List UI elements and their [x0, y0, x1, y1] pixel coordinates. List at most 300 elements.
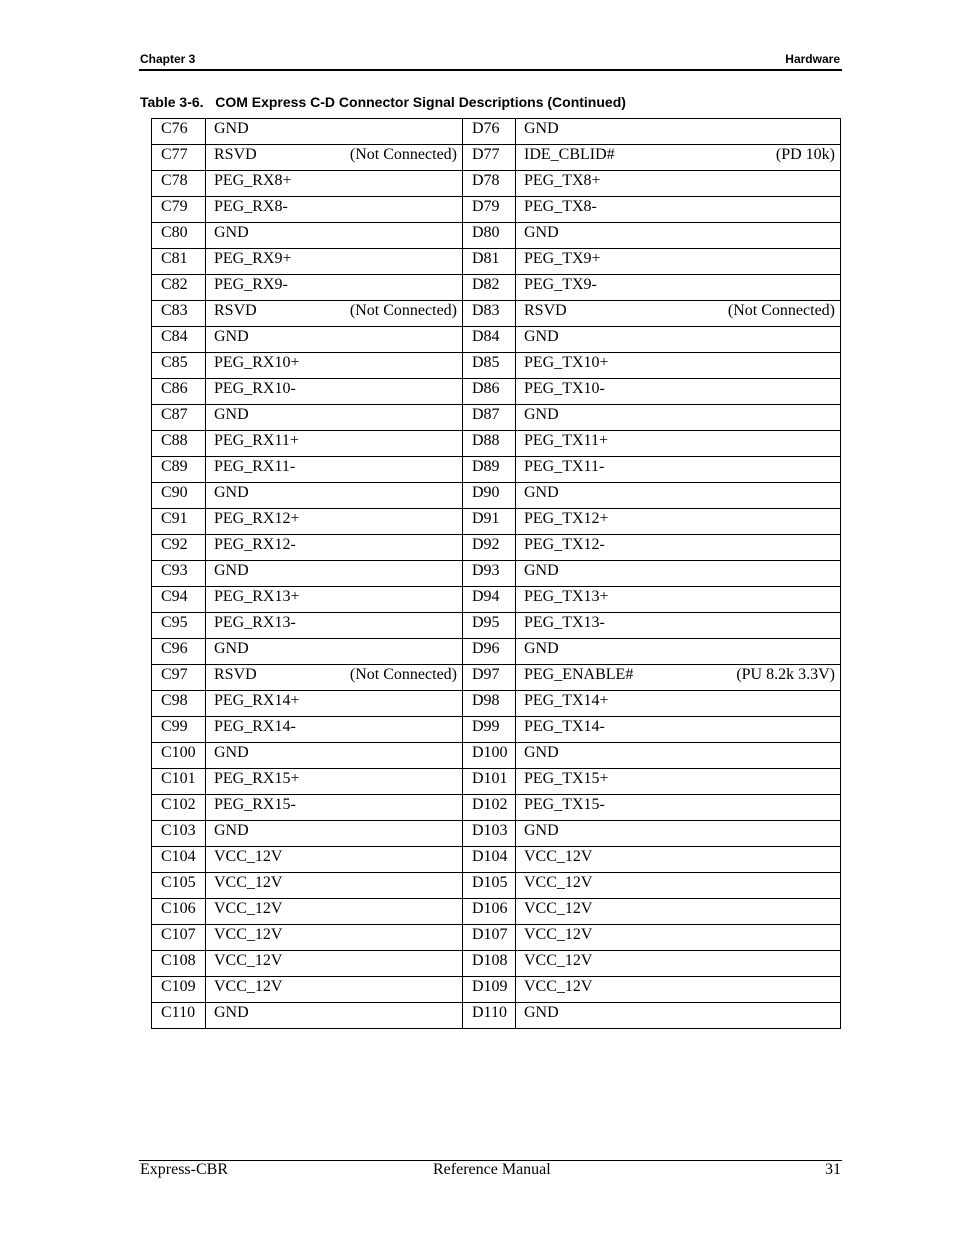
cell-text: D97 [472, 666, 500, 683]
cell-text: C99 [161, 718, 188, 735]
cell-text: PEG_TX15- [524, 796, 605, 813]
d-pin-cell [463, 873, 516, 899]
d-signal-cell [516, 795, 841, 821]
c-signal-cell [206, 301, 463, 327]
c-pin-cell [152, 665, 206, 691]
c-signal-cell [206, 899, 463, 925]
cell-text: VCC_12V [524, 978, 593, 995]
cell-text: D76 [472, 120, 500, 137]
d-signal-cell [516, 379, 841, 405]
d-signal-cell [516, 275, 841, 301]
cell-text: C79 [161, 198, 188, 215]
c-pin-cell [152, 353, 206, 379]
cell-text: GND [524, 640, 559, 657]
cell-text: D82 [472, 276, 500, 293]
cell-text: VCC_12V [524, 952, 593, 969]
cell-text: D99 [472, 718, 500, 735]
cell-text: PEG_TX12+ [524, 510, 609, 527]
d-signal-cell [516, 509, 841, 535]
cell-text: PEG_RX10- [214, 380, 296, 397]
signal-note: (PD 10k) [775, 146, 835, 163]
cell-text: PEG_RX12- [214, 536, 296, 553]
cell-text: C106 [161, 900, 196, 917]
c-pin-cell [152, 301, 206, 327]
c-pin-cell [152, 145, 206, 171]
d-signal-cell [516, 613, 841, 639]
signal-note: (Not Connected) [349, 146, 457, 163]
cell-text: VCC_12V [524, 900, 593, 917]
cell-text: GND [524, 744, 559, 761]
footer-product: Express-CBR [140, 1161, 228, 1178]
cell-text: VCC_12V [524, 926, 593, 943]
d-pin-cell [463, 119, 516, 145]
table-row [152, 535, 841, 561]
table-row [152, 613, 841, 639]
cell-text: C109 [161, 978, 196, 995]
d-pin-cell [463, 379, 516, 405]
cell-text: PEG_RX14+ [214, 692, 300, 709]
cell-text: GND [214, 224, 249, 241]
d-pin-cell [463, 509, 516, 535]
c-signal-cell [206, 639, 463, 665]
c-pin-cell [152, 379, 206, 405]
c-pin-cell [152, 223, 206, 249]
cell-text: VCC_12V [524, 848, 593, 865]
d-pin-cell [463, 535, 516, 561]
cell-text: C76 [161, 120, 188, 137]
cell-text: PEG_RX13+ [214, 588, 300, 605]
footer-document: Reference Manual [433, 1161, 551, 1178]
cell-text: GND [524, 120, 559, 137]
table-row [152, 873, 841, 899]
cell-text: C110 [161, 1004, 196, 1021]
d-signal-cell [516, 873, 841, 899]
cell-text: GND [214, 744, 249, 761]
cell-text: PEG_TX11+ [524, 432, 608, 449]
cell-text: D79 [472, 198, 500, 215]
cell-text: PEG_RX12+ [214, 510, 300, 527]
table-row [152, 223, 841, 249]
page-header [139, 52, 842, 71]
table-row [152, 171, 841, 197]
cell-text: D78 [472, 172, 500, 189]
cell-text: RSVD [214, 146, 257, 163]
c-signal-cell [206, 821, 463, 847]
cell-text: GND [214, 822, 249, 839]
d-signal-cell [516, 249, 841, 275]
cell-text: D87 [472, 406, 500, 423]
d-pin-cell [463, 717, 516, 743]
d-pin-cell [463, 769, 516, 795]
cell-text: C87 [161, 406, 188, 423]
c-pin-cell [152, 691, 206, 717]
c-pin-cell [152, 457, 206, 483]
cell-text: C93 [161, 562, 188, 579]
cell-text: C94 [161, 588, 188, 605]
cell-text: PEG_TX10+ [524, 354, 609, 371]
cell-text: C86 [161, 380, 188, 397]
d-pin-cell [463, 145, 516, 171]
c-pin-cell [152, 899, 206, 925]
cell-text: C90 [161, 484, 188, 501]
signal-table [151, 118, 841, 1029]
cell-text: IDE_CBLID# [524, 146, 615, 163]
c-pin-cell [152, 925, 206, 951]
table-row [152, 197, 841, 223]
c-pin-cell [152, 431, 206, 457]
table-row [152, 743, 841, 769]
cell-text: GND [524, 822, 559, 839]
table-row [152, 1003, 841, 1029]
c-pin-cell [152, 795, 206, 821]
cell-text: D94 [472, 588, 500, 605]
table-row [152, 899, 841, 925]
cell-text: VCC_12V [524, 874, 593, 891]
d-signal-cell [516, 743, 841, 769]
d-pin-cell [463, 691, 516, 717]
d-pin-cell [463, 327, 516, 353]
d-signal-cell [516, 327, 841, 353]
c-signal-cell [206, 145, 463, 171]
d-signal-cell [516, 561, 841, 587]
table-row [152, 587, 841, 613]
d-pin-cell [463, 899, 516, 925]
table-row [152, 327, 841, 353]
cell-text: GND [214, 640, 249, 657]
cell-text: GND [214, 406, 249, 423]
c-signal-cell [206, 665, 463, 691]
table-row [152, 483, 841, 509]
table-row [152, 249, 841, 275]
signal-note: (Not Connected) [727, 302, 835, 319]
d-signal-cell [516, 119, 841, 145]
cell-text: D106 [472, 900, 508, 917]
c-signal-cell [206, 197, 463, 223]
d-signal-cell [516, 535, 841, 561]
cell-text: D108 [472, 952, 508, 969]
c-pin-cell [152, 483, 206, 509]
c-pin-cell [152, 171, 206, 197]
table-row [152, 405, 841, 431]
cell-text: RSVD [524, 302, 567, 319]
cell-text: D100 [472, 744, 508, 761]
d-signal-cell [516, 405, 841, 431]
cell-text: D88 [472, 432, 500, 449]
d-signal-cell [516, 431, 841, 457]
d-pin-cell [463, 1003, 516, 1029]
c-signal-cell [206, 743, 463, 769]
cell-text: D84 [472, 328, 500, 345]
c-pin-cell [152, 613, 206, 639]
cell-text: D77 [472, 146, 500, 163]
d-pin-cell [463, 561, 516, 587]
d-signal-cell [516, 951, 841, 977]
c-pin-cell [152, 951, 206, 977]
d-pin-cell [463, 405, 516, 431]
c-signal-cell [206, 535, 463, 561]
cell-text: D85 [472, 354, 500, 371]
c-signal-cell [206, 691, 463, 717]
c-signal-cell [206, 925, 463, 951]
cell-text: D103 [472, 822, 508, 839]
c-pin-cell [152, 847, 206, 873]
table-row [152, 119, 841, 145]
c-signal-cell [206, 1003, 463, 1029]
cell-text: RSVD [214, 302, 257, 319]
d-pin-cell [463, 977, 516, 1003]
d-pin-cell [463, 223, 516, 249]
cell-text: C92 [161, 536, 188, 553]
cell-text: D90 [472, 484, 500, 501]
c-pin-cell [152, 197, 206, 223]
chapter-label: Chapter 3 [140, 52, 196, 66]
cell-text: C89 [161, 458, 188, 475]
cell-text: C96 [161, 640, 188, 657]
c-signal-cell [206, 509, 463, 535]
c-signal-cell [206, 613, 463, 639]
signal-note: (PU 8.2k 3.3V) [736, 666, 835, 683]
cell-text: C95 [161, 614, 188, 631]
d-signal-cell [516, 301, 841, 327]
c-signal-cell [206, 717, 463, 743]
c-pin-cell [152, 249, 206, 275]
table-row [152, 275, 841, 301]
cell-text: C91 [161, 510, 188, 527]
c-signal-cell [206, 873, 463, 899]
cell-text: PEG_TX15+ [524, 770, 609, 787]
d-pin-cell [463, 457, 516, 483]
c-signal-cell [206, 561, 463, 587]
table-row [152, 769, 841, 795]
d-signal-cell [516, 1003, 841, 1029]
cell-text: GND [524, 562, 559, 579]
cell-text: VCC_12V [214, 978, 283, 995]
d-signal-cell [516, 197, 841, 223]
d-signal-cell [516, 145, 841, 171]
table-row [152, 717, 841, 743]
cell-text: D102 [472, 796, 508, 813]
d-pin-cell [463, 587, 516, 613]
cell-text: PEG_RX15+ [214, 770, 300, 787]
d-pin-cell [463, 821, 516, 847]
table-row [152, 509, 841, 535]
cell-text: D110 [472, 1004, 507, 1021]
cell-text: D104 [472, 848, 508, 865]
cell-text: D83 [472, 302, 500, 319]
cell-text: PEG_TX8- [524, 198, 597, 215]
cell-text: C88 [161, 432, 188, 449]
table-row [152, 821, 841, 847]
cell-text: C85 [161, 354, 188, 371]
table-row [152, 951, 841, 977]
table-row [152, 561, 841, 587]
d-pin-cell [463, 951, 516, 977]
d-signal-cell [516, 223, 841, 249]
d-signal-cell [516, 171, 841, 197]
cell-text: D89 [472, 458, 500, 475]
cell-text: C102 [161, 796, 196, 813]
cell-text: GND [524, 224, 559, 241]
c-signal-cell [206, 795, 463, 821]
d-pin-cell [463, 431, 516, 457]
cell-text: GND [214, 484, 249, 501]
d-pin-cell [463, 665, 516, 691]
c-pin-cell [152, 561, 206, 587]
d-signal-cell [516, 483, 841, 509]
table-row [152, 379, 841, 405]
cell-text: PEG_RX11+ [214, 432, 299, 449]
cell-text: GND [214, 562, 249, 579]
cell-text: PEG_ENABLE# [524, 666, 634, 683]
cell-text: D92 [472, 536, 500, 553]
cell-text: C103 [161, 822, 196, 839]
d-pin-cell [463, 275, 516, 301]
cell-text: D98 [472, 692, 500, 709]
c-signal-cell [206, 769, 463, 795]
cell-text: VCC_12V [214, 874, 283, 891]
cell-text: C104 [161, 848, 196, 865]
d-signal-cell [516, 353, 841, 379]
d-pin-cell [463, 353, 516, 379]
d-signal-cell [516, 925, 841, 951]
c-signal-cell [206, 847, 463, 873]
d-signal-cell [516, 977, 841, 1003]
cell-text: C82 [161, 276, 188, 293]
cell-text: GND [524, 406, 559, 423]
c-pin-cell [152, 535, 206, 561]
d-signal-cell [516, 457, 841, 483]
cell-text: D91 [472, 510, 500, 527]
signal-table-body [152, 119, 841, 1029]
c-signal-cell [206, 223, 463, 249]
c-pin-cell [152, 873, 206, 899]
cell-text: C107 [161, 926, 196, 943]
c-pin-cell [152, 405, 206, 431]
cell-text: D105 [472, 874, 508, 891]
cell-text: D101 [472, 770, 508, 787]
d-signal-cell [516, 821, 841, 847]
cell-text: PEG_RX14- [214, 718, 296, 735]
c-signal-cell [206, 483, 463, 509]
table-row [152, 977, 841, 1003]
cell-text: PEG_TX14+ [524, 692, 609, 709]
cell-text: GND [524, 1004, 559, 1021]
c-pin-cell [152, 977, 206, 1003]
cell-text: D96 [472, 640, 500, 657]
cell-text: GND [214, 120, 249, 137]
cell-text: PEG_TX14- [524, 718, 605, 735]
cell-text: C84 [161, 328, 188, 345]
d-pin-cell [463, 613, 516, 639]
c-signal-cell [206, 431, 463, 457]
c-pin-cell [152, 821, 206, 847]
d-pin-cell [463, 197, 516, 223]
cell-text: PEG_TX11- [524, 458, 605, 475]
c-pin-cell [152, 769, 206, 795]
cell-text: GND [524, 484, 559, 501]
cell-text: C98 [161, 692, 188, 709]
c-pin-cell [152, 509, 206, 535]
cell-text: PEG_TX13+ [524, 588, 609, 605]
cell-text: C77 [161, 146, 188, 163]
cell-text: PEG_TX10- [524, 380, 605, 397]
table-row [152, 639, 841, 665]
cell-text: C81 [161, 250, 188, 267]
cell-text: D93 [472, 562, 500, 579]
c-signal-cell [206, 977, 463, 1003]
table-row [152, 301, 841, 327]
cell-text: D81 [472, 250, 500, 267]
c-signal-cell [206, 275, 463, 301]
cell-text: PEG_RX15- [214, 796, 296, 813]
cell-text: PEG_TX9- [524, 276, 597, 293]
d-signal-cell [516, 691, 841, 717]
c-signal-cell [206, 327, 463, 353]
d-signal-cell [516, 847, 841, 873]
d-pin-cell [463, 171, 516, 197]
d-pin-cell [463, 743, 516, 769]
d-signal-cell [516, 665, 841, 691]
cell-text: C78 [161, 172, 188, 189]
cell-text: VCC_12V [214, 900, 283, 917]
table-caption: Table 3-6. COM Express C-D Connector Signal Descriptions (Continued) [140, 94, 626, 110]
c-pin-cell [152, 275, 206, 301]
table-row [152, 691, 841, 717]
cell-text: GND [214, 328, 249, 345]
page-footer [139, 1160, 842, 1181]
cell-text: C83 [161, 302, 188, 319]
signal-note: (Not Connected) [349, 666, 457, 683]
cell-text: D107 [472, 926, 508, 943]
cell-text: PEG_TX8+ [524, 172, 601, 189]
table-row [152, 925, 841, 951]
cell-text: C97 [161, 666, 188, 683]
c-signal-cell [206, 405, 463, 431]
cell-text: GND [214, 1004, 249, 1021]
d-signal-cell [516, 717, 841, 743]
cell-text: VCC_12V [214, 848, 283, 865]
table-row [152, 145, 841, 171]
cell-text: GND [524, 328, 559, 345]
cell-text: D86 [472, 380, 500, 397]
c-pin-cell [152, 119, 206, 145]
table-row [152, 457, 841, 483]
cell-text: PEG_RX8- [214, 198, 288, 215]
table-row [152, 353, 841, 379]
c-pin-cell [152, 717, 206, 743]
cell-text: PEG_RX9- [214, 276, 288, 293]
d-signal-cell [516, 639, 841, 665]
table-row [152, 795, 841, 821]
cell-text: D95 [472, 614, 500, 631]
d-signal-cell [516, 587, 841, 613]
d-pin-cell [463, 925, 516, 951]
cell-text: C100 [161, 744, 196, 761]
c-signal-cell [206, 249, 463, 275]
cell-text: PEG_TX9+ [524, 250, 601, 267]
d-pin-cell [463, 847, 516, 873]
d-signal-cell [516, 899, 841, 925]
d-pin-cell [463, 795, 516, 821]
c-signal-cell [206, 587, 463, 613]
d-signal-cell [516, 769, 841, 795]
section-label: Hardware [785, 52, 840, 66]
cell-text: PEG_RX11- [214, 458, 296, 475]
signal-note: (Not Connected) [349, 302, 457, 319]
table-row [152, 665, 841, 691]
cell-text: PEG_RX9+ [214, 250, 292, 267]
c-signal-cell [206, 951, 463, 977]
